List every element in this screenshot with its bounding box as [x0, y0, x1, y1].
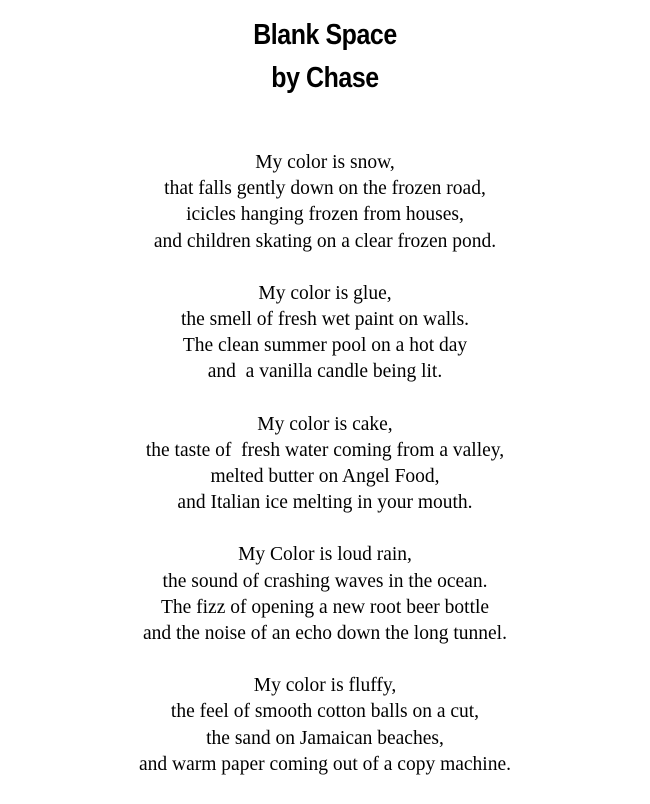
poem-line: My color is fluffy,	[253, 675, 397, 697]
stanza-5	[0, 673, 650, 778]
poem-line: that falls gently down on the frozen road,	[164, 178, 486, 200]
poem-title-text: Blank Space	[253, 19, 397, 51]
poem-line: and children skating on a clear frozen pond.	[153, 230, 497, 252]
stanza-4	[0, 542, 650, 647]
poem-line: the smell of fresh wet paint on walls.	[180, 309, 470, 331]
poem-line: My color is glue,	[258, 282, 392, 304]
poem-line: icicles hanging frozen from houses,	[186, 204, 464, 226]
poem-line: My color is cake,	[257, 413, 393, 435]
poem-line: the taste of fresh water coming from a valley,	[145, 439, 505, 461]
poem-title	[0, 14, 650, 100]
poem-line: and the noise of an echo down the long tunnel.	[143, 623, 507, 645]
poem-line: and warm paper coming out of a copy machine.	[139, 753, 511, 775]
poem-line: and Italian ice melting in your mouth.	[177, 492, 473, 514]
stanza-3	[0, 412, 650, 517]
poem-body	[0, 150, 650, 804]
poem-line: the sand on Jamaican beaches,	[206, 727, 444, 749]
stanza-1	[0, 150, 650, 255]
poem-line: and a vanilla candle being lit.	[207, 361, 443, 383]
poem-line: the feel of smooth cotton balls on a cut,	[170, 701, 480, 723]
poem-author: by Chase	[271, 62, 379, 94]
stanza-2	[0, 281, 650, 386]
poem-line: My color is snow,	[255, 152, 395, 173]
poem-line: The fizz of opening a new root beer bottle	[160, 596, 490, 618]
poem-line: My Color is loud rain,	[238, 544, 412, 566]
poem-line: the sound of crashing waves in the ocean.	[162, 570, 488, 592]
poem-line: melted butter on Angel Food,	[210, 466, 440, 488]
poem-line: The clean summer pool on a hot day	[182, 335, 468, 357]
